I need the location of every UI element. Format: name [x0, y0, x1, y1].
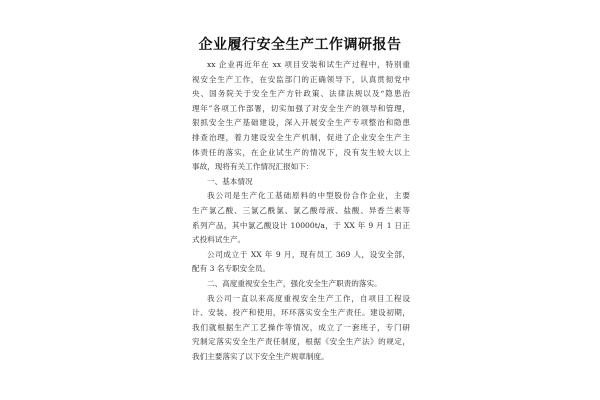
paragraph-line: 式投料试生产。	[192, 235, 246, 245]
paragraph-line: 狠抓安全生产基础建设，深入开展安全生产专项整治和隐患	[192, 118, 410, 128]
document-body	[192, 58, 410, 364]
paragraph-line: 我们主要落实了以下安全生产规章制度。	[192, 351, 329, 361]
section-heading: 一、基本情况	[207, 176, 253, 186]
paragraph-line: 究制定落实安全生产责任制度，根据《安全生产法》的规定，	[192, 337, 410, 347]
paragraph-line: 公司成立于 XX 年 9 月，现有员工 369 人，设安全部，	[207, 249, 410, 259]
paragraph-line: 央、国务院关于安全生产方针政策、法律法规以及“隐患治	[192, 89, 410, 99]
paragraph-line: 生产氯乙酸、三氯乙酰氯、氯乙酸母液、盐酸、异香兰素等	[192, 205, 410, 215]
paragraph-line: 体责任的落实，在企业试生产的情况下，没有发生较大以上	[192, 147, 410, 157]
paragraph-line: 我公司是生产化工基础原料的中型股份合作企业，主要	[207, 191, 410, 201]
section-heading: 二、高度重视安全生产，强化安全生产职责的落实。	[207, 278, 382, 288]
paragraph-line: 排查治理，着力建设安全生产机制，促进了企业安全生产主	[192, 132, 410, 142]
paragraph-line: 事故，现将有关工作情况汇报如下：	[192, 162, 314, 172]
paragraph-line: 系列产品，其中氯乙酸设计 10000t/a，于 XX 年 9 月 1 日正	[192, 220, 410, 230]
paragraph-line: 我们就根据生产工艺操作等情况，成立了一套班子，专门研	[192, 322, 410, 332]
paragraph-line: 视安全生产工作，在安监部门的正确领导下，认真贯彻党中	[192, 74, 410, 84]
document-title: 企业履行安全生产工作调研报告	[198, 37, 402, 53]
paragraph-line: 计、安装、投产和使用，环环落实安全生产责任。建设初期，	[192, 308, 410, 318]
paragraph-line: xx 企业再近年在 xx 项目安装和试生产过程中，特别重	[207, 60, 410, 69]
paragraph-line: 我公司一直以来高度重视安全生产工作，自项目工程设	[207, 293, 410, 303]
paragraph-line: 配有 3 名专职安全员。	[192, 264, 271, 274]
paragraph-line: 理年”各项工作部署，切实加强了对安全生产的领导和管理，	[192, 103, 410, 113]
